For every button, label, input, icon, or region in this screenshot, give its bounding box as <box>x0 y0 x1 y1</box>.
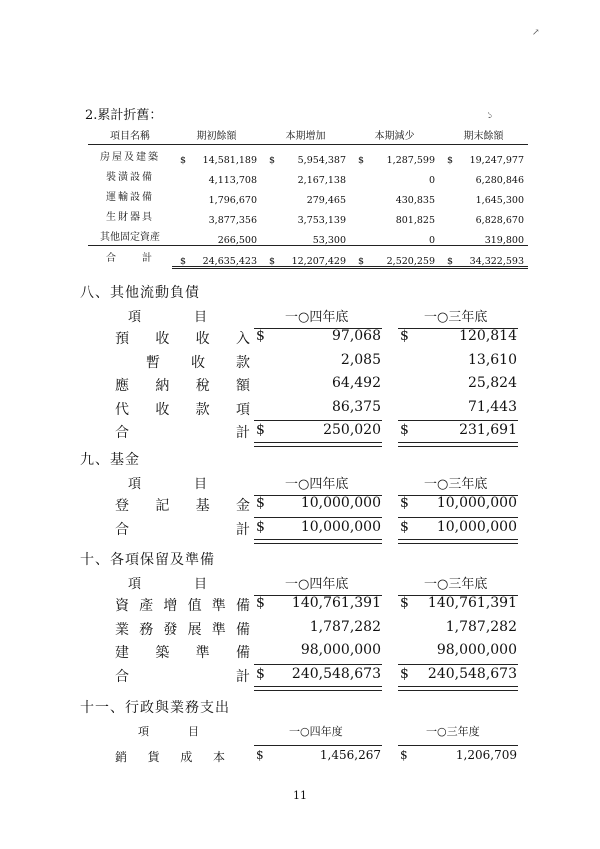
value-current: 10,000,000 <box>300 519 381 535</box>
label-char: 款 <box>195 401 210 418</box>
table-row <box>0 399 600 423</box>
cell-value: 4,113,708 <box>208 175 257 186</box>
label-char: 代 <box>115 401 129 418</box>
label-char: 登 <box>115 498 129 514</box>
row-label <box>115 619 250 639</box>
dollar-sign: $ <box>400 748 408 762</box>
scan-mark: ↗ <box>532 28 540 38</box>
cell <box>350 145 439 166</box>
header-item-right: 目 <box>194 477 208 492</box>
scan-mark: ১ <box>487 111 493 121</box>
row-label: 其他固定資產 <box>100 231 160 243</box>
cell-value: 1,796,670 <box>208 195 257 206</box>
cell <box>172 225 261 246</box>
dollar-sign: $ <box>180 155 187 166</box>
subtotal-line <box>254 420 382 421</box>
cell-value: 6,280,846 <box>475 175 524 186</box>
label-char: 稅 <box>195 378 210 394</box>
label-char: 計 <box>236 668 250 685</box>
dollar-sign: $ <box>256 595 265 611</box>
cell <box>439 205 528 225</box>
value-previous: 231,691 <box>459 422 517 438</box>
header-begin: 期初餘額 <box>172 124 261 145</box>
label-char: 資 <box>115 598 129 614</box>
cell-value: 1,645,300 <box>475 195 524 206</box>
header-year-current: 一○四年底 <box>285 577 349 592</box>
label-char: 額 <box>235 378 250 394</box>
row-label: 生財器具 <box>106 211 154 223</box>
cell <box>350 246 439 268</box>
cell <box>350 225 439 246</box>
cell-value: 430,835 <box>395 195 435 206</box>
header-item-left: 項 <box>128 310 142 325</box>
dollar-sign: $ <box>256 519 265 535</box>
row-label <box>115 328 250 348</box>
section-title: 十、各項保留及準備 <box>80 552 215 568</box>
label-char: 收 <box>155 331 170 347</box>
cell <box>261 185 350 205</box>
row-label: 運輸設備 <box>106 191 154 203</box>
section-title: 十一、行政與業務支出 <box>80 700 230 716</box>
value-current: 250,020 <box>323 422 381 438</box>
total-double-underline <box>254 539 382 544</box>
subtotal-line <box>254 664 382 665</box>
label-char: 增 <box>163 598 178 614</box>
table-header-row <box>88 124 528 145</box>
row-label <box>115 666 250 686</box>
table-total-row <box>88 246 528 268</box>
dollar-sign: $ <box>256 495 265 511</box>
cell-value: 3,753,139 <box>297 215 346 226</box>
dollar-sign: $ <box>400 495 409 511</box>
label-char: 合 <box>115 668 129 685</box>
dollar-sign: $ <box>256 748 264 762</box>
label-char: 收 <box>155 401 170 418</box>
header-item-left: 項 <box>128 477 142 492</box>
label-char: 納 <box>155 378 170 394</box>
cell <box>439 185 528 205</box>
header-year-current: 一○四年底 <box>285 310 349 325</box>
header-item-right: 目 <box>194 310 208 325</box>
dollar-sign: $ <box>269 155 276 166</box>
label-char: 暫 <box>146 354 160 371</box>
header-year-previous: 一○三年度 <box>426 725 480 738</box>
cell <box>172 165 261 185</box>
table-row <box>88 205 528 225</box>
value-previous: 1,206,709 <box>455 748 517 762</box>
cell-value: 6,828,670 <box>475 215 524 226</box>
row-label <box>115 352 250 372</box>
total-double-underline <box>398 442 518 447</box>
cell-value: 34,322,593 <box>469 256 524 267</box>
cell-value: 5,954,387 <box>297 155 346 166</box>
label-char: 款 <box>236 354 250 371</box>
value-previous: 120,814 <box>459 328 517 344</box>
cell-value: 2,520,259 <box>386 256 435 267</box>
depreciation-table <box>88 124 528 269</box>
value-current: 240,548,673 <box>291 665 381 682</box>
cell <box>350 185 439 205</box>
subtotal-line <box>398 517 518 518</box>
table-row <box>0 495 600 519</box>
section-title: 八、其他流動負債 <box>80 285 200 301</box>
cell-value: 0 <box>428 235 435 246</box>
label-char: 備 <box>235 598 250 614</box>
label-char: 準 <box>195 645 210 661</box>
header-year-current: 一○四年底 <box>285 477 349 492</box>
label-char: 建 <box>115 645 129 661</box>
label-char: 務 <box>139 621 154 638</box>
table-row <box>0 352 600 376</box>
table-row <box>0 642 600 666</box>
header-underline-1 <box>254 745 382 746</box>
cell-value: 319,800 <box>484 235 524 246</box>
value-previous: 10,000,000 <box>436 519 517 535</box>
dollar-sign: $ <box>358 256 365 267</box>
cell-value: 1,287,599 <box>386 155 435 166</box>
row-label <box>115 495 250 515</box>
table-row <box>0 375 600 399</box>
header-year-current: 一○四年度 <box>289 725 343 738</box>
table-row <box>0 619 600 643</box>
row-label: 合 計 <box>88 246 172 268</box>
cell <box>172 246 261 268</box>
cell <box>439 246 528 268</box>
cell-value: 2,167,138 <box>297 175 346 186</box>
row-label <box>115 642 250 662</box>
cell-value: 12,207,429 <box>291 256 346 267</box>
header-item-right: 目 <box>188 725 199 738</box>
label-char: 發 <box>163 621 178 638</box>
label-char: 業 <box>115 621 129 638</box>
section-title: 九、基金 <box>80 452 140 468</box>
cell-value: 24,635,423 <box>202 256 257 267</box>
dollar-sign: $ <box>400 422 409 438</box>
cell-value: 53,300 <box>312 235 346 246</box>
label-char: 計 <box>236 425 250 441</box>
subtotal-line <box>398 420 518 421</box>
row-label <box>115 519 250 539</box>
row-label: 裝潢設備 <box>106 171 154 183</box>
dollar-sign: $ <box>256 328 265 344</box>
value-current: 86,375 <box>332 398 381 415</box>
total-double-underline <box>254 442 382 447</box>
table-row <box>0 595 600 619</box>
label-char: 基 <box>195 498 210 514</box>
label-char: 本 <box>212 750 225 764</box>
cell-value: 3,877,356 <box>208 215 257 226</box>
value-previous: 25,824 <box>468 375 517 391</box>
dollar-sign: $ <box>400 519 409 535</box>
total-double-underline <box>254 686 382 691</box>
cell <box>172 185 261 205</box>
row-label <box>115 399 250 419</box>
table-row <box>0 748 600 772</box>
label-char: 貨 <box>147 750 160 764</box>
label-char: 應 <box>115 378 129 394</box>
header-year-previous: 一○三年底 <box>424 577 488 592</box>
dollar-sign: $ <box>358 155 365 166</box>
dollar-sign: $ <box>447 155 454 166</box>
label-char: 備 <box>235 645 250 661</box>
value-previous: 10,000,000 <box>436 495 517 511</box>
label-char: 合 <box>115 522 129 538</box>
label-char: 展 <box>187 621 202 638</box>
cell-value: 0 <box>428 175 435 186</box>
value-previous: 71,443 <box>468 398 517 415</box>
value-previous: 140,761,391 <box>427 595 517 611</box>
row-label <box>115 595 250 615</box>
label-char: 準 <box>211 598 226 614</box>
value-previous: 1,787,282 <box>445 618 517 635</box>
dollar-sign: $ <box>269 256 276 267</box>
label-char: 值 <box>187 598 202 614</box>
label-char: 收 <box>195 331 210 347</box>
cell <box>350 165 439 185</box>
cell-value: 19,247,977 <box>469 155 524 166</box>
row-label <box>115 375 250 395</box>
cell-value: 14,581,189 <box>202 155 257 166</box>
row-label <box>115 422 250 442</box>
cell-value: 801,825 <box>395 215 435 226</box>
subtotal-line <box>254 517 382 518</box>
header-item-left: 項 <box>128 577 142 592</box>
label-char: 備 <box>235 621 250 638</box>
subtotal-line <box>398 664 518 665</box>
header-item-left: 項 <box>138 725 149 738</box>
cell <box>439 225 528 246</box>
total-double-underline <box>398 539 518 544</box>
total-double-underline <box>398 686 518 691</box>
value-current: 1,456,267 <box>319 748 381 762</box>
label-char: 準 <box>211 621 226 638</box>
table-row <box>88 165 528 185</box>
header-increase: 本期增加 <box>261 124 350 145</box>
label-char: 成 <box>180 750 193 764</box>
table-row <box>0 328 600 352</box>
label-char: 合 <box>115 425 129 441</box>
cell <box>172 205 261 225</box>
page-number: 11 <box>293 789 307 802</box>
label-char: 銷 <box>115 750 128 764</box>
header-item: 項目名稱 <box>88 124 172 145</box>
dollar-sign: $ <box>256 422 265 438</box>
cell <box>261 246 350 268</box>
header-decrease: 本期減少 <box>350 124 439 145</box>
label-char: 項 <box>235 401 250 418</box>
value-previous: 98,000,000 <box>436 642 517 658</box>
label-char: 計 <box>236 522 250 538</box>
dollar-sign: $ <box>447 256 454 267</box>
value-current: 2,085 <box>340 351 381 368</box>
cell-value: 266,500 <box>217 235 257 246</box>
dollar-sign: $ <box>400 595 409 611</box>
dollar-sign: $ <box>400 328 409 344</box>
table-row <box>88 145 528 166</box>
header-end: 期末餘額 <box>439 124 528 145</box>
cell <box>261 165 350 185</box>
label-char: 記 <box>155 498 170 514</box>
value-current: 1,787,282 <box>309 618 381 635</box>
label-char: 收 <box>191 354 205 371</box>
value-current: 98,000,000 <box>300 642 381 658</box>
label-char: 築 <box>155 645 170 661</box>
value-current: 97,068 <box>332 328 381 344</box>
row-label: 房屋及建築 <box>100 151 160 163</box>
cell <box>261 145 350 166</box>
label-char: 入 <box>235 331 250 347</box>
section-title-depreciation: 2.累計折舊： <box>85 108 163 123</box>
cell <box>439 145 528 166</box>
cell <box>350 205 439 225</box>
row-label <box>115 748 225 765</box>
cell <box>261 205 350 225</box>
value-current: 140,761,391 <box>291 595 381 611</box>
value-previous: 240,548,673 <box>427 665 517 682</box>
value-previous: 13,610 <box>468 351 517 368</box>
dollar-sign: $ <box>400 665 409 682</box>
header-year-previous: 一○三年底 <box>424 310 488 325</box>
label-char: 金 <box>235 498 250 514</box>
table-row <box>88 185 528 205</box>
header-item-right: 目 <box>194 577 208 592</box>
cell <box>172 145 261 166</box>
value-current: 10,000,000 <box>300 495 381 511</box>
cell-value: 279,465 <box>306 195 346 206</box>
value-current: 64,492 <box>332 375 381 391</box>
table-row <box>88 225 528 246</box>
dollar-sign: $ <box>256 665 265 682</box>
cell <box>439 165 528 185</box>
header-underline-2 <box>398 745 518 746</box>
label-char: 預 <box>115 331 129 347</box>
header-year-previous: 一○三年底 <box>424 477 488 492</box>
cell <box>261 225 350 246</box>
label-char: 產 <box>139 598 154 614</box>
dollar-sign: $ <box>180 256 187 267</box>
